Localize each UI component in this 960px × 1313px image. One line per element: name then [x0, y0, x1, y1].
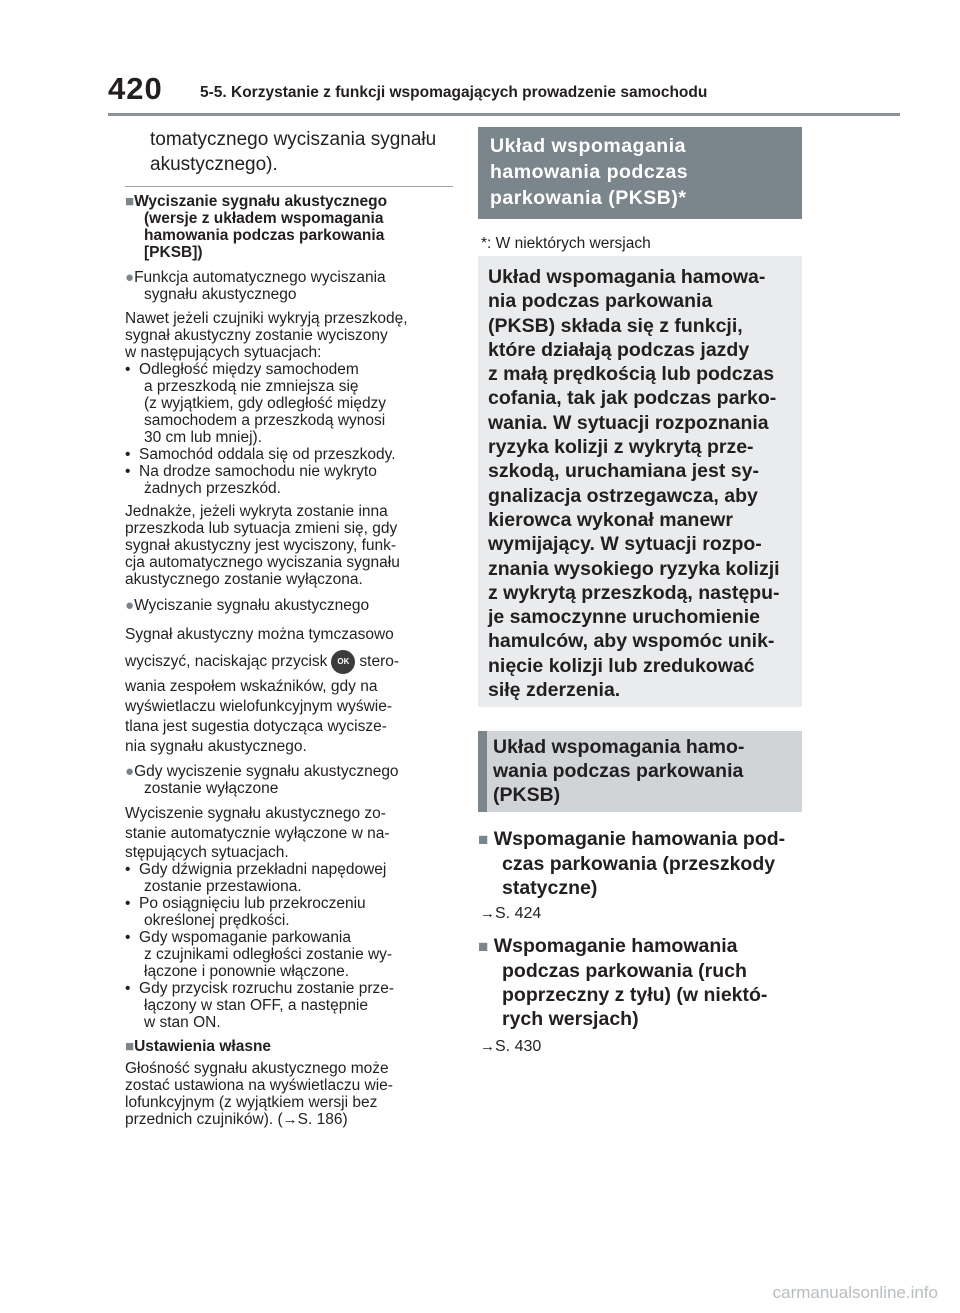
section-title-box: Układ wspomagania hamowania podczas parkowania (PKSB)* — [478, 127, 802, 219]
intro-text: tomatycznego wyciszania sygnału akustycznego). — [150, 129, 437, 175]
list-item: • Odległość między samochodem a przeszkodą nie zmniejsza się (z wyjątkiem, gdy odległość między samochodem a przeszkodą wynosi 30 cm lub mniej). — [125, 361, 387, 446]
auto-mute-bullets — [125, 361, 465, 497]
footnote: *: W niektórych wersjach — [481, 235, 651, 252]
arrow-right-icon: → — [480, 905, 495, 922]
off-bullets — [125, 861, 465, 1031]
auto-mute-paragraph: Nawet jeżeli czujniki wykryją przeszkodę, sygnał akustyczny zostanie wyciszony w następujących sytuacjach: — [125, 310, 408, 361]
list-item: • Gdy przycisk rozruchu zostanie prze- łączony w stan OFF, a następnie w stan ON. — [125, 980, 395, 1031]
circle-bullet-icon: ● — [125, 597, 135, 614]
off-paragraph: Wyciszenie sygnału akustycznego zo- stanie automatycznie wyłączone w na- stępujących sytuacjach. — [125, 805, 390, 861]
list-item: • Samochód oddala się od przeszkody. — [125, 446, 396, 463]
item-1: ■ Wspomaganie hamowania pod- czas parkowania (przeszkody statyczne) — [478, 828, 786, 899]
mute-heading: ■Wyciszanie sygnału akustycznego (wersje z układem wspomagania hamowania podczas parkowania [PKSB]) — [125, 193, 388, 261]
square-bullet-icon: ■ — [125, 1038, 135, 1055]
subsection-box: Układ wspomagania hamo- wania podczas parkowania (PKSB) — [478, 731, 802, 812]
section-title: 5-5. Korzystanie z funkcji wspomagających prowadzenie samochodu — [200, 84, 708, 101]
subsection-accent-bar — [478, 731, 487, 812]
square-bullet-icon: ■ — [478, 937, 489, 956]
square-bullet-icon: ■ — [478, 830, 489, 849]
mute-subheading: ●Wyciszanie sygnału akustycznego — [125, 597, 370, 614]
page-reference-link[interactable]: S. 430 — [495, 1038, 542, 1055]
arrow-right-icon: → — [480, 1038, 495, 1055]
summary-box: Układ wspomagania hamowa- nia podczas parkowania (PKSB) składa się z funkcji, które działają podczas jazdy z małą prędkością lub podczas cofania, tak jak podczas parko- wania. W sytuacji rozpoznania ryzyka kolizji z wykrytą prze- szkodą, uruchamiana jest sy- gnalizacja ostrzegawcza, aby kierowca wykonał manewr wymijający. W sytuacji rozpo- znania wysokiego ryzyka kolizji z wykrytą przeszkodą, następu- je samoczynne uruchomienie hamulców, aby wspomóc unik- nięcie kolizji lub zredukować siłę zderzenia. — [478, 256, 802, 707]
list-item: • Gdy dźwignia przekładni napędowej zostanie przestawiona. — [125, 861, 387, 895]
page-reference-link[interactable]: S. 424 — [495, 905, 542, 922]
custom-heading: ■Ustawienia własne — [125, 1038, 272, 1055]
mute-paragraph: Sygnał akustyczny można tymczasowo wyciszyć, naciskając przycisk OK stero- wania zespołem wskaźników, gdy na wyświetlaczu wielofunkcyjnym wyświe- tlana jest sugestia dotycząca wycisze- nia sygnału akustycznego. — [125, 626, 400, 755]
divider — [125, 186, 453, 187]
square-bullet-icon: ■ — [125, 193, 135, 210]
watermark: carmanualsonline.info — [772, 1283, 938, 1302]
page-number: 420 — [108, 71, 163, 106]
ok-button-icon: OK — [331, 650, 355, 674]
circle-bullet-icon: ● — [125, 763, 135, 780]
item-2-reference — [480, 1038, 541, 1056]
left-column — [125, 193, 465, 1128]
header-rule — [108, 113, 900, 116]
list-item: • Po osiągnięciu lub przekroczeniu określonej prędkości. — [125, 895, 366, 929]
arrow-right-icon: → — [282, 1111, 298, 1128]
list-item: • Na drodze samochodu nie wykryto żadnych przeszkód. — [125, 463, 377, 497]
circle-bullet-icon: ● — [125, 269, 135, 286]
item-2: ■ Wspomaganie hamowania podczas parkowania (ruch poprzeczny z tyłu) (w niektó- rych wersjach) — [478, 935, 768, 1030]
page-reference-link[interactable]: S. 186) — [297, 1111, 348, 1128]
off-subheading: ●Gdy wyciszenie sygnału akustycznego zostanie wyłączone — [125, 763, 399, 797]
item-1-reference — [480, 905, 541, 923]
auto-mute-subheading: ●Funkcja automatycznego wyciszania sygnału akustycznego — [125, 269, 386, 303]
list-item: • Gdy wspomaganie parkowania z czujnikami odległości zostanie wy- łączone i ponownie włączone. — [125, 929, 393, 980]
auto-mute-paragraph-2: Jednakże, jeżeli wykryta zostanie inna przeszkoda lub sytuacja zmieni się, gdy sygnał akustyczny jest wyciszony, funk- cja automatycznego wyciszania sygnału akustycznego zostanie wyłączona. — [125, 503, 400, 588]
custom-paragraph: Głośność sygnału akustycznego może zostać ustawiona na wyświetlaczu wie- lofunkcyjnym (z wyjątkiem wersji bez przednich czujników). (→S. 186) — [125, 1060, 393, 1128]
